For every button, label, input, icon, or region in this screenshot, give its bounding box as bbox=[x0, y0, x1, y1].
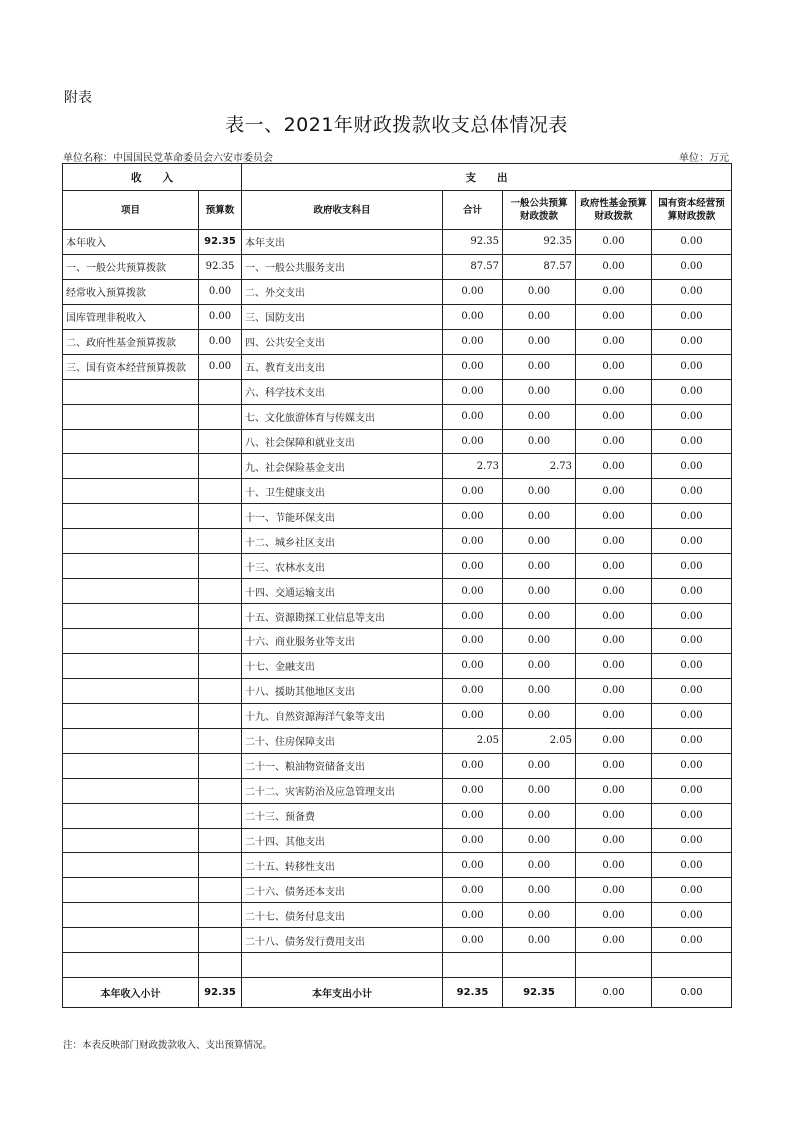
table-row bbox=[63, 254, 732, 279]
expense-subject-cell: 本年支出 bbox=[242, 230, 443, 255]
general-budget-cell: 0.00 bbox=[503, 429, 576, 454]
total-cell: 87.57 bbox=[443, 254, 503, 279]
total-cell: 0.00 bbox=[443, 604, 503, 629]
income-budget-cell bbox=[199, 753, 242, 778]
total-cell: 0.00 bbox=[443, 678, 503, 703]
total-cell: 92.35 bbox=[443, 230, 503, 255]
fund-budget-cell: 0.00 bbox=[576, 753, 652, 778]
col-header-subject: 政府收支科目 bbox=[242, 191, 443, 230]
general-budget-cell: 87.57 bbox=[503, 254, 576, 279]
table-row bbox=[63, 579, 732, 604]
attachment-label: 附表 bbox=[64, 90, 92, 106]
state-capital-cell: 0.00 bbox=[652, 254, 732, 279]
table-row bbox=[63, 778, 732, 803]
fund-budget-cell: 0.00 bbox=[576, 554, 652, 579]
expense-subject-cell: 十五、资源勘探工业信息等支出 bbox=[242, 604, 443, 629]
budget-table bbox=[62, 163, 732, 1008]
expense-subject-cell: 二十四、其他支出 bbox=[242, 828, 443, 853]
expense-subject-cell: 十二、城乡社区支出 bbox=[242, 529, 443, 554]
fund-budget-cell: 0.00 bbox=[576, 579, 652, 604]
income-item-cell bbox=[63, 878, 199, 903]
general-budget-cell: 0.00 bbox=[503, 753, 576, 778]
table-row bbox=[63, 828, 732, 853]
expense-subject-cell: 二十三、预备费 bbox=[242, 803, 443, 828]
general-budget-cell: 0.00 bbox=[503, 279, 576, 304]
total-fund-budget-cell: 0.00 bbox=[576, 978, 652, 1008]
income-budget-cell bbox=[199, 429, 242, 454]
general-budget-cell: 0.00 bbox=[503, 304, 576, 329]
state-capital-cell: 0.00 bbox=[652, 404, 732, 429]
general-budget-cell: 0.00 bbox=[503, 404, 576, 429]
fund-budget-cell: 0.00 bbox=[576, 304, 652, 329]
state-capital-cell: 0.00 bbox=[652, 604, 732, 629]
state-capital-cell: 0.00 bbox=[652, 504, 732, 529]
total-total-cell: 92.35 bbox=[443, 978, 503, 1008]
column-header-row bbox=[63, 191, 732, 230]
expense-subject-cell: 二十七、债务付息支出 bbox=[242, 903, 443, 928]
income-budget-cell bbox=[199, 404, 242, 429]
expense-section-header: 支 出 bbox=[242, 164, 732, 191]
fund-budget-cell: 0.00 bbox=[576, 728, 652, 753]
expense-subject-cell: 十一、节能环保支出 bbox=[242, 504, 443, 529]
income-budget-cell bbox=[199, 504, 242, 529]
expense-subject-cell: 二十五、转移性支出 bbox=[242, 853, 443, 878]
state-capital-cell: 0.00 bbox=[652, 828, 732, 853]
total-cell bbox=[443, 953, 503, 978]
income-budget-cell: 0.00 bbox=[199, 329, 242, 354]
total-cell: 0.00 bbox=[443, 778, 503, 803]
income-item-cell bbox=[63, 928, 199, 953]
total-cell: 0.00 bbox=[443, 703, 503, 728]
income-item-cell bbox=[63, 678, 199, 703]
expense-subject-cell: 十三、农林水支出 bbox=[242, 554, 443, 579]
income-item-cell bbox=[63, 379, 199, 404]
general-budget-cell: 0.00 bbox=[503, 604, 576, 629]
general-budget-cell: 2.73 bbox=[503, 454, 576, 479]
income-budget-cell bbox=[199, 529, 242, 554]
state-capital-cell: 0.00 bbox=[652, 903, 732, 928]
state-capital-cell: 0.00 bbox=[652, 778, 732, 803]
fund-budget-cell: 0.00 bbox=[576, 429, 652, 454]
total-cell: 0.00 bbox=[443, 429, 503, 454]
expense-subject-cell: 十四、交通运输支出 bbox=[242, 579, 443, 604]
income-item-cell bbox=[63, 629, 199, 654]
income-budget-cell: 0.00 bbox=[199, 279, 242, 304]
table-row bbox=[63, 429, 732, 454]
table-row bbox=[63, 753, 732, 778]
table-row bbox=[63, 903, 732, 928]
expense-subject-cell: 二、外交支出 bbox=[242, 279, 443, 304]
income-item-cell bbox=[63, 454, 199, 479]
state-capital-cell: 0.00 bbox=[652, 753, 732, 778]
expense-subject-cell: 五、教育支出支出 bbox=[242, 354, 443, 379]
general-budget-cell: 0.00 bbox=[503, 329, 576, 354]
total-cell: 2.05 bbox=[443, 728, 503, 753]
state-capital-cell: 0.00 bbox=[652, 454, 732, 479]
general-budget-cell: 92.35 bbox=[503, 230, 576, 255]
col-header-state: 国有资本经营预算财政拨款 bbox=[652, 191, 732, 230]
fund-budget-cell: 0.00 bbox=[576, 354, 652, 379]
fund-budget-cell: 0.00 bbox=[576, 404, 652, 429]
income-budget-cell bbox=[199, 828, 242, 853]
expense-subject-cell: 三、国防支出 bbox=[242, 304, 443, 329]
general-budget-cell: 0.00 bbox=[503, 504, 576, 529]
fund-budget-cell: 0.00 bbox=[576, 529, 652, 554]
income-item-cell bbox=[63, 579, 199, 604]
table-row bbox=[63, 653, 732, 678]
general-budget-cell: 0.00 bbox=[503, 828, 576, 853]
income-budget-cell bbox=[199, 629, 242, 654]
table-row bbox=[63, 853, 732, 878]
total-cell: 0.00 bbox=[443, 653, 503, 678]
table-row bbox=[63, 479, 732, 504]
income-item-cell bbox=[63, 778, 199, 803]
unit-label: 单位：万元 bbox=[679, 153, 729, 164]
fund-budget-cell: 0.00 bbox=[576, 928, 652, 953]
table-row bbox=[63, 604, 732, 629]
state-capital-cell: 0.00 bbox=[652, 479, 732, 504]
state-capital-cell: 0.00 bbox=[652, 354, 732, 379]
table-row bbox=[63, 629, 732, 654]
fund-budget-cell bbox=[576, 953, 652, 978]
section-header-row bbox=[63, 164, 732, 191]
income-item-cell: 经常收入预算拨款 bbox=[63, 279, 199, 304]
income-item-cell bbox=[63, 604, 199, 629]
unit-name: 单位名称：中国国民党革命委员会六安市委员会 bbox=[63, 153, 273, 164]
income-item-cell bbox=[63, 529, 199, 554]
general-budget-cell bbox=[503, 953, 576, 978]
income-item-cell: 本年收入 bbox=[63, 230, 199, 255]
total-cell: 0.00 bbox=[443, 579, 503, 604]
fund-budget-cell: 0.00 bbox=[576, 803, 652, 828]
fund-budget-cell: 0.00 bbox=[576, 254, 652, 279]
fund-budget-cell: 0.00 bbox=[576, 629, 652, 654]
total-cell: 0.00 bbox=[443, 379, 503, 404]
income-item-cell: 三、国有资本经营预算拨款 bbox=[63, 354, 199, 379]
table-row bbox=[63, 404, 732, 429]
table-row bbox=[63, 329, 732, 354]
expense-subject-cell: 二十一、粮油物资储备支出 bbox=[242, 753, 443, 778]
page-title: 表一、2021年财政拨款收支总体情况表 bbox=[225, 114, 568, 136]
income-item-cell bbox=[63, 479, 199, 504]
general-budget-cell: 0.00 bbox=[503, 354, 576, 379]
state-capital-cell: 0.00 bbox=[652, 703, 732, 728]
general-budget-cell: 0.00 bbox=[503, 903, 576, 928]
fund-budget-cell: 0.00 bbox=[576, 454, 652, 479]
expense-subject-cell: 四、公共安全支出 bbox=[242, 329, 443, 354]
total-cell: 0.00 bbox=[443, 504, 503, 529]
income-item-cell: 二、政府性基金预算拨款 bbox=[63, 329, 199, 354]
expense-subject-cell: 一、一般公共服务支出 bbox=[242, 254, 443, 279]
state-capital-cell: 0.00 bbox=[652, 429, 732, 454]
income-item-cell bbox=[63, 753, 199, 778]
table-row bbox=[63, 703, 732, 728]
expense-subject-cell: 七、文化旅游体育与传媒支出 bbox=[242, 404, 443, 429]
income-budget-cell bbox=[199, 853, 242, 878]
general-budget-cell: 0.00 bbox=[503, 853, 576, 878]
table-row bbox=[63, 878, 732, 903]
state-capital-cell: 0.00 bbox=[652, 529, 732, 554]
table-row bbox=[63, 379, 732, 404]
income-budget-cell bbox=[199, 653, 242, 678]
income-budget-cell bbox=[199, 703, 242, 728]
income-budget-cell bbox=[199, 778, 242, 803]
fund-budget-cell: 0.00 bbox=[576, 828, 652, 853]
income-budget-cell bbox=[199, 878, 242, 903]
state-capital-cell: 0.00 bbox=[652, 379, 732, 404]
total-cell: 0.00 bbox=[443, 629, 503, 654]
income-item-cell bbox=[63, 903, 199, 928]
income-budget-cell bbox=[199, 479, 242, 504]
income-item-cell bbox=[63, 653, 199, 678]
income-item-cell bbox=[63, 853, 199, 878]
table-row bbox=[63, 354, 732, 379]
total-cell: 0.00 bbox=[443, 304, 503, 329]
income-item-cell bbox=[63, 404, 199, 429]
general-budget-cell: 0.00 bbox=[503, 379, 576, 404]
total-cell: 0.00 bbox=[443, 404, 503, 429]
income-budget-cell bbox=[199, 678, 242, 703]
table-row bbox=[63, 279, 732, 304]
table-row bbox=[63, 928, 732, 953]
totals-row bbox=[63, 978, 732, 1008]
fund-budget-cell: 0.00 bbox=[576, 279, 652, 304]
state-capital-cell: 0.00 bbox=[652, 853, 732, 878]
income-budget-cell bbox=[199, 604, 242, 629]
expense-subject-cell: 十九、自然资源海洋气象等支出 bbox=[242, 703, 443, 728]
income-item-cell bbox=[63, 828, 199, 853]
expense-subject-cell: 八、社会保障和就业支出 bbox=[242, 429, 443, 454]
fund-budget-cell: 0.00 bbox=[576, 878, 652, 903]
fund-budget-cell: 0.00 bbox=[576, 853, 652, 878]
total-state-capital-cell: 0.00 bbox=[652, 978, 732, 1008]
income-budget-cell: 92.35 bbox=[199, 254, 242, 279]
income-budget-cell bbox=[199, 928, 242, 953]
fund-budget-cell: 0.00 bbox=[576, 778, 652, 803]
income-item-cell bbox=[63, 429, 199, 454]
total-cell: 2.73 bbox=[443, 454, 503, 479]
income-budget-cell bbox=[199, 903, 242, 928]
general-budget-cell: 0.00 bbox=[503, 928, 576, 953]
general-budget-cell: 2.05 bbox=[503, 728, 576, 753]
fund-budget-cell: 0.00 bbox=[576, 504, 652, 529]
state-capital-cell: 0.00 bbox=[652, 304, 732, 329]
general-budget-cell: 0.00 bbox=[503, 479, 576, 504]
state-capital-cell: 0.00 bbox=[652, 579, 732, 604]
total-income-budget-cell: 92.35 bbox=[199, 978, 242, 1008]
total-cell: 0.00 bbox=[443, 279, 503, 304]
total-cell: 0.00 bbox=[443, 903, 503, 928]
fund-budget-cell: 0.00 bbox=[576, 678, 652, 703]
expense-subject-cell: 十、卫生健康支出 bbox=[242, 479, 443, 504]
total-cell: 0.00 bbox=[443, 828, 503, 853]
income-item-cell bbox=[63, 504, 199, 529]
table-row bbox=[63, 454, 732, 479]
total-cell: 0.00 bbox=[443, 554, 503, 579]
fund-budget-cell: 0.00 bbox=[576, 604, 652, 629]
table-row bbox=[63, 728, 732, 753]
general-budget-cell: 0.00 bbox=[503, 803, 576, 828]
income-budget-cell bbox=[199, 579, 242, 604]
income-budget-cell bbox=[199, 379, 242, 404]
fund-budget-cell: 0.00 bbox=[576, 703, 652, 728]
state-capital-cell: 0.00 bbox=[652, 678, 732, 703]
fund-budget-cell: 0.00 bbox=[576, 479, 652, 504]
expense-subject-cell: 六、科学技术支出 bbox=[242, 379, 443, 404]
expense-subject-cell bbox=[242, 953, 443, 978]
state-capital-cell: 0.00 bbox=[652, 629, 732, 654]
total-cell: 0.00 bbox=[443, 529, 503, 554]
fund-budget-cell: 0.00 bbox=[576, 903, 652, 928]
total-cell: 0.00 bbox=[443, 853, 503, 878]
state-capital-cell: 0.00 bbox=[652, 230, 732, 255]
col-header-fund: 政府性基金预算财政拨款 bbox=[576, 191, 652, 230]
state-capital-cell: 0.00 bbox=[652, 928, 732, 953]
table-row bbox=[63, 803, 732, 828]
income-section-header: 收 入 bbox=[63, 164, 242, 191]
general-budget-cell: 0.00 bbox=[503, 554, 576, 579]
income-item-cell bbox=[63, 554, 199, 579]
general-budget-cell: 0.00 bbox=[503, 878, 576, 903]
income-budget-cell bbox=[199, 803, 242, 828]
table-row bbox=[63, 678, 732, 703]
general-budget-cell: 0.00 bbox=[503, 629, 576, 654]
expense-subject-cell: 二十、住房保障支出 bbox=[242, 728, 443, 753]
general-budget-cell: 0.00 bbox=[503, 579, 576, 604]
general-budget-cell: 0.00 bbox=[503, 703, 576, 728]
expense-subject-cell: 二十八、债务发行费用支出 bbox=[242, 928, 443, 953]
table-row bbox=[63, 504, 732, 529]
table-row bbox=[63, 304, 732, 329]
col-header-item: 项目 bbox=[63, 191, 199, 230]
income-item-cell bbox=[63, 953, 199, 978]
income-budget-cell bbox=[199, 554, 242, 579]
col-header-budget: 预算数 bbox=[199, 191, 242, 230]
income-item-cell bbox=[63, 728, 199, 753]
state-capital-cell: 0.00 bbox=[652, 728, 732, 753]
income-budget-cell: 0.00 bbox=[199, 304, 242, 329]
table-row bbox=[63, 529, 732, 554]
total-cell: 0.00 bbox=[443, 803, 503, 828]
table-row bbox=[63, 953, 732, 978]
income-item-cell: 一、一般公共预算拨款 bbox=[63, 254, 199, 279]
state-capital-cell: 0.00 bbox=[652, 329, 732, 354]
state-capital-cell: 0.00 bbox=[652, 803, 732, 828]
general-budget-cell: 0.00 bbox=[503, 678, 576, 703]
expense-subject-cell: 二十六、债务还本支出 bbox=[242, 878, 443, 903]
total-cell: 0.00 bbox=[443, 329, 503, 354]
total-cell: 0.00 bbox=[443, 753, 503, 778]
expense-subject-cell: 十七、金融支出 bbox=[242, 653, 443, 678]
expense-subject-cell: 二十二、灾害防治及应急管理支出 bbox=[242, 778, 443, 803]
general-budget-cell: 0.00 bbox=[503, 529, 576, 554]
income-budget-cell bbox=[199, 454, 242, 479]
col-header-general: 一般公共预算财政拨款 bbox=[503, 191, 576, 230]
fund-budget-cell: 0.00 bbox=[576, 379, 652, 404]
total-income-item-cell: 本年收入小计 bbox=[63, 978, 199, 1008]
fund-budget-cell: 0.00 bbox=[576, 329, 652, 354]
income-budget-cell bbox=[199, 953, 242, 978]
total-cell: 0.00 bbox=[443, 878, 503, 903]
total-expense-subject-cell: 本年支出小计 bbox=[242, 978, 443, 1008]
income-budget-cell bbox=[199, 728, 242, 753]
table-row bbox=[63, 230, 732, 255]
expense-subject-cell: 十六、商业服务业等支出 bbox=[242, 629, 443, 654]
state-capital-cell bbox=[652, 953, 732, 978]
fund-budget-cell: 0.00 bbox=[576, 230, 652, 255]
state-capital-cell: 0.00 bbox=[652, 653, 732, 678]
footnote: 注：本表反映部门财政拨款收入、支出预算情况。 bbox=[63, 1040, 273, 1051]
income-budget-cell: 0.00 bbox=[199, 354, 242, 379]
general-budget-cell: 0.00 bbox=[503, 653, 576, 678]
col-header-total: 合计 bbox=[443, 191, 503, 230]
fund-budget-cell: 0.00 bbox=[576, 653, 652, 678]
income-item-cell: 国库管理非税收入 bbox=[63, 304, 199, 329]
total-cell: 0.00 bbox=[443, 479, 503, 504]
total-cell: 0.00 bbox=[443, 928, 503, 953]
total-cell: 0.00 bbox=[443, 354, 503, 379]
income-item-cell bbox=[63, 803, 199, 828]
income-item-cell bbox=[63, 703, 199, 728]
expense-subject-cell: 九、社会保险基金支出 bbox=[242, 454, 443, 479]
total-general-budget-cell: 92.35 bbox=[503, 978, 576, 1008]
table-row bbox=[63, 554, 732, 579]
state-capital-cell: 0.00 bbox=[652, 554, 732, 579]
state-capital-cell: 0.00 bbox=[652, 279, 732, 304]
income-budget-cell: 92.35 bbox=[199, 230, 242, 255]
state-capital-cell: 0.00 bbox=[652, 878, 732, 903]
general-budget-cell: 0.00 bbox=[503, 778, 576, 803]
expense-subject-cell: 十八、援助其他地区支出 bbox=[242, 678, 443, 703]
